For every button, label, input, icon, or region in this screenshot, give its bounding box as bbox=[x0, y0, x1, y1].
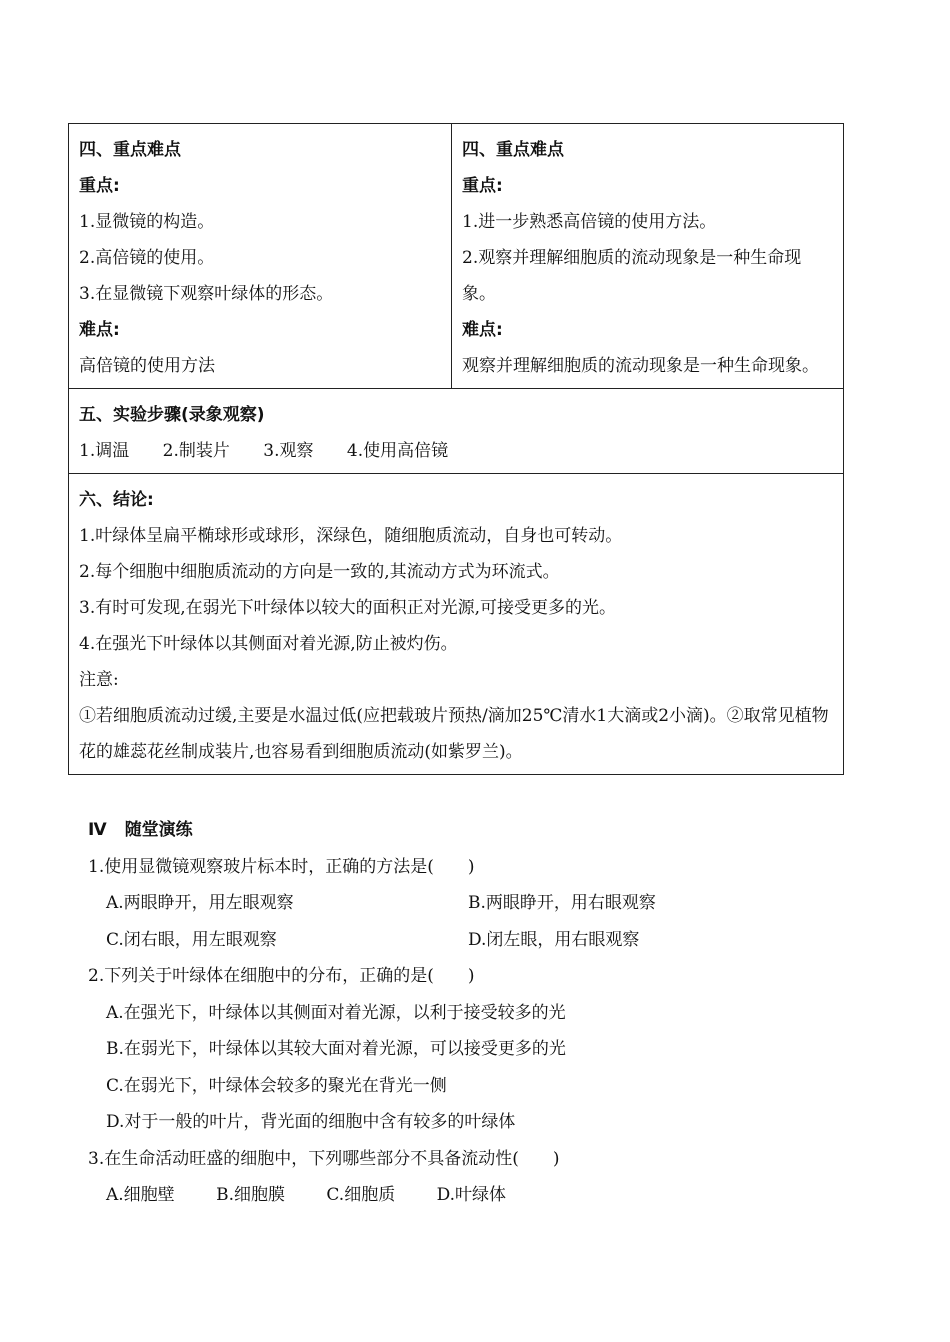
section4-left-key-item: 1.显微镜的构造。 bbox=[79, 212, 215, 232]
option-c: C.闭右眼，用左眼观察 bbox=[106, 929, 277, 950]
question-1: 1.使用显微镜观察玻片标本时，正确的方法是( ) bbox=[88, 856, 475, 877]
section5-row bbox=[69, 389, 844, 474]
section5-cell bbox=[69, 389, 844, 474]
section4-right-key-item: 2.观察并理解细胞质的流动现象是一种生命现象。 bbox=[462, 248, 802, 304]
practice-title bbox=[88, 812, 848, 849]
section4-left-difficulty-label: 难点: bbox=[79, 320, 120, 340]
section4-left-cell bbox=[69, 124, 452, 389]
lesson-table bbox=[68, 123, 844, 775]
option-b: B.两眼睁开，用右眼观察 bbox=[468, 893, 656, 913]
section4-right-cell bbox=[452, 124, 844, 389]
option-d: D.闭左眼，用右眼观察 bbox=[468, 929, 640, 950]
section4-left-key-item: 3.在显微镜下观察叶绿体的形态。 bbox=[79, 284, 334, 304]
question-3-options-row bbox=[88, 1177, 848, 1214]
section4-left-key-item: 2.高倍镜的使用。 bbox=[79, 248, 215, 268]
step-item: 3.观察 bbox=[263, 441, 314, 461]
step-item: 2.制装片 bbox=[162, 441, 230, 461]
conclusion-item: 1.叶绿体呈扁平椭球形或球形，深绿色，随细胞质流动，自身也可转动。 bbox=[79, 526, 623, 546]
conclusion-item: 4.在强光下叶绿体以其侧面对着光源,防止被灼伤。 bbox=[79, 634, 458, 654]
practice-section bbox=[88, 812, 848, 1214]
practice-roman-numeral: Ⅳ bbox=[88, 820, 107, 840]
conclusion-item: 3.有时可发现,在弱光下叶绿体以较大的面积正对光源,可接受更多的光。 bbox=[79, 598, 617, 618]
option-a: A.细胞壁 bbox=[106, 1185, 175, 1205]
step-item: 1.调温 bbox=[79, 441, 130, 461]
section4-right-difficulty-text: 观察并理解细胞质的流动现象是一种生命现象。 bbox=[462, 356, 819, 376]
question-3: 3.在生命活动旺盛的细胞中，下列哪些部分不具备流动性( ) bbox=[88, 1148, 560, 1169]
section6-row bbox=[69, 474, 844, 775]
section4-right-key-label: 重点: bbox=[462, 176, 503, 196]
option-b: B.在弱光下，叶绿体以其较大面对着光源，可以接受更多的光 bbox=[106, 1039, 566, 1059]
step-item: 4.使用高倍镜 bbox=[346, 441, 449, 461]
option-b: B.细胞膜 bbox=[216, 1185, 285, 1205]
section6-heading: 六、结论: bbox=[79, 490, 154, 510]
option-a: A.在强光下，叶绿体以其侧面对着光源，以利于接受较多的光 bbox=[106, 1002, 566, 1023]
section5-heading: 五、实验步骤(录象观察) bbox=[79, 405, 265, 425]
practice-title-text: 随堂演练 bbox=[124, 820, 193, 840]
note-label: 注意: bbox=[79, 670, 119, 690]
section4-left-key-label: 重点: bbox=[79, 176, 120, 196]
option-d: D.叶绿体 bbox=[436, 1185, 507, 1205]
section4-row bbox=[69, 124, 844, 389]
option-c: C.在弱光下，叶绿体会较多的聚光在背光一侧 bbox=[106, 1075, 447, 1096]
section4-right-key-item: 1.进一步熟悉高倍镜的使用方法。 bbox=[462, 212, 717, 232]
question-2: 2.下列关于叶绿体在细胞中的分布，正确的是( ) bbox=[88, 966, 475, 986]
section4-left-difficulty-text: 高倍镜的使用方法 bbox=[79, 356, 215, 376]
question-1-options-row bbox=[88, 885, 848, 922]
option-c: C.细胞质 bbox=[326, 1185, 396, 1205]
conclusion-item: 2.每个细胞中细胞质流动的方向是一致的,其流动方式为环流式。 bbox=[79, 562, 560, 582]
section4-right-difficulty-label: 难点: bbox=[462, 320, 503, 340]
section6-cell bbox=[69, 474, 844, 775]
option-d: D.对于一般的叶片，背光面的细胞中含有较多的叶绿体 bbox=[106, 1112, 516, 1132]
section4-left-heading: 四、重点难点 bbox=[79, 140, 181, 160]
option-a: A.两眼睁开，用左眼观察 bbox=[106, 893, 294, 913]
note-text: ①若细胞质流动过缓,主要是水温过低(应把载玻片预热/滴加25℃清水1大滴或2小滴)。②取常见植物花的雄蕊花丝制成装片,也容易看到细胞质流动(如紫罗兰)。 bbox=[79, 706, 829, 762]
section4-right-heading: 四、重点难点 bbox=[462, 140, 564, 160]
section5-steps bbox=[79, 433, 833, 469]
question-1-options-row bbox=[88, 922, 848, 959]
